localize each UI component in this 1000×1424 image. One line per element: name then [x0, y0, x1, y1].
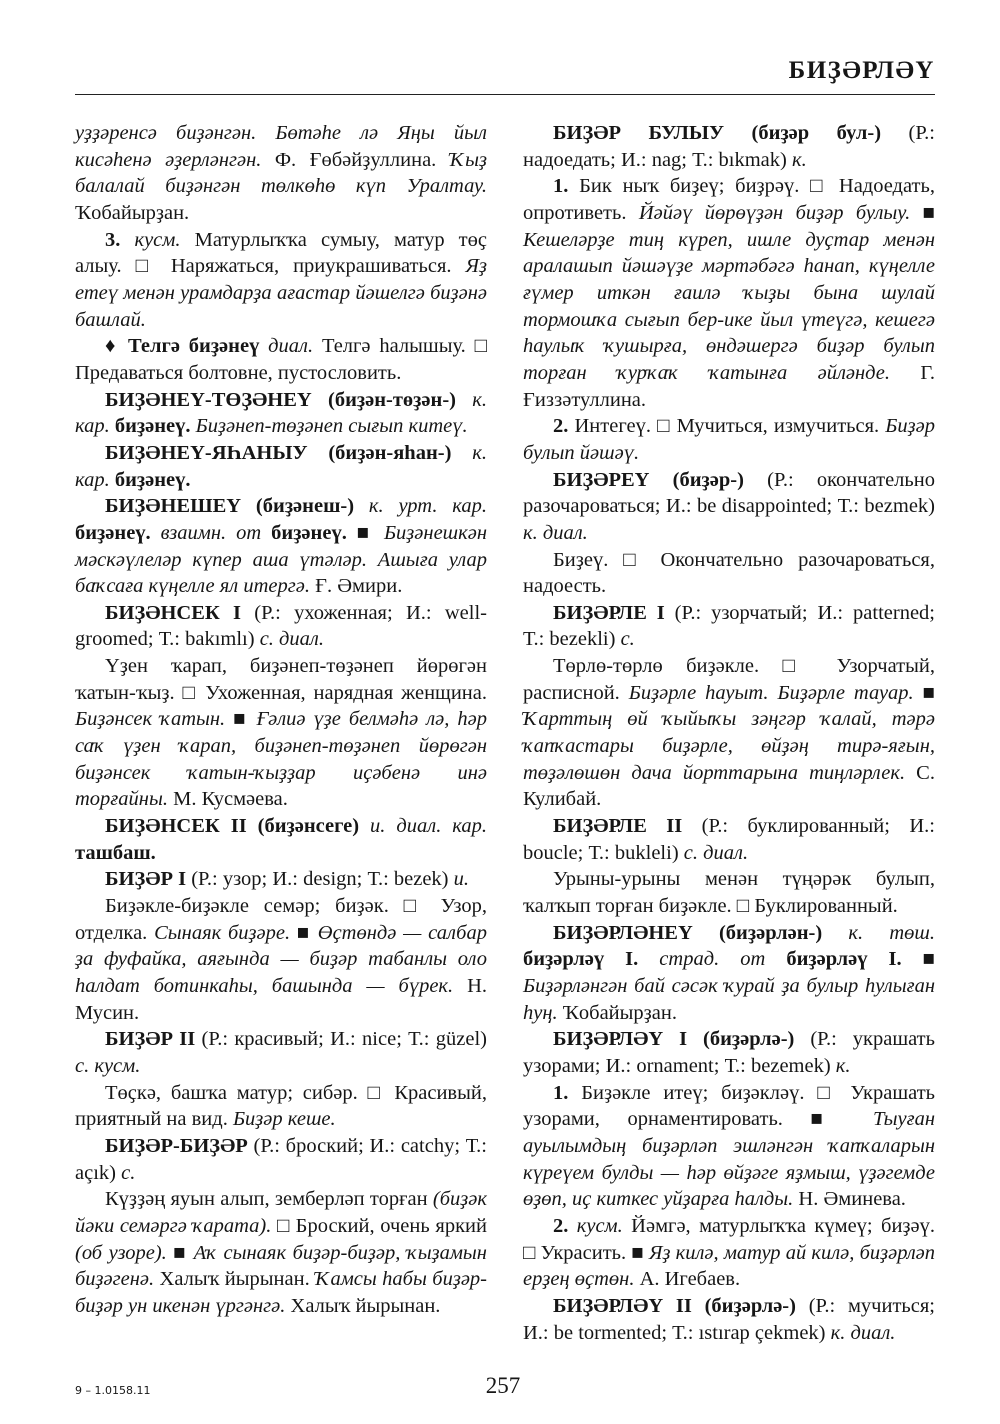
italic-text: с. диал. — [683, 841, 749, 864]
plain-text: Төрлө-төрлө биҙәкле. □ Узорчатый, расписной. — [523, 655, 935, 704]
italic-text: к. кар. — [75, 441, 487, 491]
plain-text: (Р.: броский; И.: catchy; Т.: açık) — [75, 1134, 487, 1184]
plain-text: (Р.: ухоженная; И.: well-groomed; Т.: bakımlı) — [75, 601, 487, 651]
plain-text: Үҙен ҡарап, биҙәнеп-төҙәнеп йөрөгән ҡатын-ҡыҙ. □ Ухоженная, нарядная женщина. — [75, 655, 487, 704]
plain-text: Биҙеү. □ Окончательно разочароваться, надоесть. — [523, 548, 935, 598]
italic-text: Биҙәнешкән мәскәүлеләр күпер аша үтәләр. Ашыға улар баҡсаға күңелле ял итергә. — [75, 521, 488, 598]
bold-term: 2. — [553, 415, 569, 438]
bold-term: БИҘӘРЛЕ II — [553, 815, 683, 838]
italic-text: Биҙәрләнгән бай сәсәк ҡурай ҙа булыр һулыған һуң. — [523, 975, 935, 1024]
italic-text: (биҙәк йәки семәргә ҡарата). — [75, 1188, 487, 1237]
plain-text: ■ — [901, 948, 936, 971]
bold-term: БИҘӘНЕҮ-ЯҺАНЫУ (биҙән-яһан-) — [105, 441, 452, 464]
bold-term: ташбаш. — [75, 841, 156, 864]
dictionary-entry — [75, 893, 487, 1026]
dictionary-entry — [75, 227, 487, 334]
italic-text: Кешеләрҙе тиң күреп, ишле дуҫтар менән аралашып йәшәүҙе мәртәбәгә һанап, күңелле ғүмер иткән ғаилә ҡыҙы бына шулай тормошҡа сығып бер-ике йыл үтеүгә, кешегә һаулыҡ ҡушырға, өндәшергә биҙәр булып торған ҡурҡаҡ ҡатынға әйләнде. — [523, 228, 935, 384]
italic-text: с. диал. — [259, 628, 324, 651]
dictionary-entry — [523, 467, 935, 547]
bold-term: биҙәнеү. — [109, 468, 191, 491]
bold-term: 1. — [553, 175, 569, 198]
plain-text: (Р.: узор; И.: design; Т.: bezek) — [186, 868, 454, 891]
italic-text: Яҙ етеү менән урамдарҙа ағастар йәшелгә биҙәнә башлай. — [75, 255, 487, 331]
plain-text: □ Броский, очень яркий — [271, 1214, 487, 1237]
bold-term: БИҘӘНЕҮ-ТӨҘӘНЕҮ (биҙән-төҙән-) — [105, 388, 456, 411]
bold-term: БИҘӘНЕШЕҮ (биҙәнеш-) — [105, 495, 355, 518]
dictionary-entry — [523, 1080, 935, 1213]
bold-term: биҙәрләү I. — [523, 948, 639, 971]
dictionary-entry — [523, 600, 935, 653]
italic-text: Яҙ килә, матур ай килә, биҙәрләп ерҙең өҫтөн. — [523, 1241, 935, 1291]
italic-text: к. — [835, 1054, 851, 1077]
plain-text: ■ — [913, 681, 936, 704]
plain-text: Ғ. Әмири. — [310, 575, 403, 598]
dictionary-entry — [523, 1293, 935, 1346]
page-number: 257 — [485, 1373, 521, 1398]
plain-text: Матурлыҡҡа сумыу, матур төҫ алыу. □ Наряжаться, приукрашиваться. — [75, 228, 487, 278]
dictionary-entry — [75, 440, 487, 493]
bold-term: БИҘӘРЕҮ (биҙәр-) — [553, 468, 744, 491]
dictionary-entry — [75, 387, 487, 440]
bold-term: биҙәнеү. — [261, 521, 347, 544]
dictionary-entry — [523, 173, 935, 413]
italic-text: с. кусм. — [75, 1054, 141, 1077]
dictionary-entry — [75, 653, 487, 813]
dictionary-entry — [523, 1026, 935, 1079]
plain-text: ■ — [346, 521, 384, 544]
dictionary-entry — [523, 653, 935, 813]
plain-text: (Р.: буклированный; И.: boucle; Т.: bukleli) — [523, 815, 936, 864]
plain-text: Биҙәкле итеү; биҙәкләү. □ Украшать узорами, орнаментировать. ■ — [523, 1081, 935, 1131]
italic-text: Биҙәнеп-төҙәнеп сығып китеү. — [190, 415, 468, 438]
plain-text: Телгә һалышыу. □ Предаваться болтовне, пустословить. — [75, 335, 488, 384]
plain-text: Урыны-урыны менән түңәрәк булып, ҡалҡып торған биҙәкле. □ Буклированный. — [523, 868, 935, 918]
bold-term: 3. — [105, 228, 121, 251]
dictionary-entry — [523, 866, 935, 919]
dictionary-entry — [75, 813, 487, 866]
bold-term: БИҘӘР-БИҘӘР — [105, 1134, 248, 1157]
bold-term: 1. — [553, 1081, 569, 1104]
bold-term: БИҘӘР II — [105, 1028, 196, 1051]
italic-text: Ҡамсы һабы биҙәр-биҙәр ун икенән үргәнгә. — [75, 1268, 487, 1317]
bold-term: биҙәрләү I. — [765, 948, 902, 971]
printer-signature: 9 – 1.0158.11 — [75, 1384, 151, 1397]
plain-text: Н. Мусин. — [75, 975, 487, 1024]
right-column — [523, 120, 935, 1358]
plain-text: Г. Ғиззәтуллина. — [523, 361, 935, 411]
italic-text: Өҫтөндә — салбар ҙа фуфайка, аяғында — биҙәр табанлы оло һалдат ботинкаһы, башында — бүрек. — [75, 921, 487, 997]
plain-text: (Р.: мучиться; И.: be tormented; Т.: ıstırap çekmek) — [523, 1294, 935, 1344]
plain-text: (Р.: украшать узорами; И.: ornament; Т.: bezemek) — [523, 1028, 935, 1077]
dictionary-entry — [523, 920, 935, 1027]
plain-text: ■ — [166, 1241, 194, 1264]
plain-text: ■ — [225, 708, 257, 731]
italic-text: к. кар. — [75, 388, 487, 438]
plain-text: Йәмгә, матурлыҡҡа күмеү; биҙәү. □ Украсить. ■ — [523, 1214, 936, 1264]
bold-term: биҙәнеү. — [109, 415, 191, 438]
dictionary-entry — [523, 813, 935, 866]
plain-text: Интегеү. □ Мучиться, измучиться. — [568, 415, 886, 438]
plain-text: С. Кулибай. — [523, 761, 935, 811]
plain-text: М. Кусмәева. — [167, 788, 288, 811]
italic-text: Йәйәү йөрөүҙән биҙәр булыу. — [638, 201, 911, 224]
bold-term: БИҘӘР БУЛЫУ (биҙәр бул-) — [553, 122, 882, 144]
plain-text: (Р.: окончательно разочароваться; И.: be disappointed; Т.: bezmek) — [523, 468, 935, 518]
italic-text: и. диал. кар. — [359, 815, 487, 838]
bold-term: 2. — [553, 1214, 569, 1237]
plain-text: Ҡобайырҙан. — [75, 201, 190, 224]
dictionary-entry — [75, 1080, 487, 1133]
plain-text: Бик ныҡ биҙеү; биҙрәү. □ Надоедать, опротиветь. — [523, 175, 935, 224]
plain-text: ■ — [910, 201, 935, 224]
running-head: БИҘӘРЛӘҮ — [788, 57, 935, 84]
entry-continuation — [75, 120, 487, 227]
left-column — [75, 120, 487, 1358]
italic-text: Ҡарттың өй ҡыйыҡы зәңгәр ҡалай, тәрә ҡапҡастары биҙәрле, өйҙәң тирә-яғын, төҙәлөшөн дача йорттарына тиңләрлек. — [523, 708, 935, 784]
dictionary-entry — [75, 600, 487, 653]
italic-text: Аҡ сынаяк биҙәр-биҙәр, ҡыҙамын биҙәгенә. — [75, 1241, 487, 1291]
italic-text: взаимн. от — [150, 521, 262, 544]
dictionary-entry — [75, 493, 487, 600]
dictionary-entry — [523, 547, 935, 600]
italic-text: к. төш. — [822, 921, 935, 944]
plain-text: Халыҡ йырынан. — [154, 1268, 316, 1291]
plain-text: ■ — [290, 921, 318, 944]
italic-text: Сынаяк биҙәре. — [154, 921, 291, 944]
dictionary-entry — [75, 1133, 487, 1186]
italic-text: уҙҙәренсә биҙәнгән. Бөтәһе лә Яңы йыл кисәһенә әҙерләнгән. — [75, 122, 487, 171]
bold-term: БИҘӘРЛЕ I — [553, 601, 665, 624]
plain-text: Халыҡ йырынан. — [285, 1294, 441, 1317]
dictionary-entry — [75, 866, 487, 893]
italic-text: Ғәлиә үҙе белмәһә лә, һәр саҡ үҙен ҡарап, биҙәнеп-төҙәнеп йөрөгән биҙәнсек ҡатын-ҡыҙҙар иҫәбенә инә торғайны. — [75, 708, 488, 811]
bold-term: БИҘӘРЛӘҮ I (биҙәрлә-) — [553, 1028, 795, 1051]
plain-text: Күҙҙәң яуын алып, земберләп торған — [105, 1188, 433, 1211]
dictionary-entry — [523, 1213, 935, 1293]
dictionary-entry — [75, 1026, 487, 1079]
bold-term: БИҘӘНСЕК II (биҙәнсеге) — [105, 815, 360, 838]
bold-term: биҙәнеү. — [75, 521, 151, 544]
bold-term: ♦ Телгә биҙәнеү — [105, 335, 260, 358]
italic-text: к. урт. кар. — [354, 495, 488, 518]
plain-text: (Р.: красивый; И.: nice; Т.: güzel) — [195, 1028, 487, 1051]
bold-term: БИҘӘР I — [105, 868, 187, 891]
dictionary-entry — [523, 120, 935, 173]
italic-text: (об узоре). — [75, 1241, 167, 1264]
plain-text: Биҙәкле-биҙәкле семәр; биҙәк. □ Узор, отделка. — [75, 895, 487, 944]
italic-text: Тыуған ауылымдың биҙәрләп эшләнгән ҡапҡаларын күреүем булды — һәр өйҙәге яҙмыш, үҙәгемде өҙөп, иҫ киткес уйҙарға һалды. — [523, 1108, 935, 1211]
italic-text: с. — [121, 1161, 136, 1184]
plain-text: Ф. Ғөбәйҙуллина. — [261, 148, 450, 171]
plain-text: А. Игебаев. — [634, 1268, 741, 1291]
italic-text: диал. — [259, 335, 314, 358]
italic-text: страд. от — [638, 948, 766, 971]
italic-text: Биҙәнсек ҡатын. — [75, 708, 226, 731]
plain-text: Төҫкә, башҡа матур; сибәр. □ Красивый, приятный на вид. — [75, 1081, 487, 1131]
plain-text: Н. Әминева. — [793, 1188, 906, 1211]
italic-text: кусм. — [568, 1214, 623, 1237]
italic-text: кусм. — [120, 228, 181, 251]
italic-text: Ҡыҙ балалай биҙәнгән төлкөһө күп Уралтау. — [75, 148, 488, 198]
italic-text: к. — [791, 148, 807, 171]
dictionary-entry — [75, 333, 487, 386]
dictionary-entry — [75, 1186, 487, 1319]
plain-text: (Р.: узорчатый; И.: patterned; Т.: bezekli) — [523, 601, 935, 651]
italic-text: к. диал. — [523, 521, 588, 544]
dictionary-entry — [523, 413, 935, 466]
italic-text: к. диал. — [830, 1321, 896, 1344]
plain-text: (Р.: надоедать; И.: nag; Т.: bıkmak) — [523, 122, 935, 171]
italic-text: Биҙәрле һауыт. Биҙәрле тауар. — [628, 681, 914, 704]
italic-text: и. — [453, 868, 470, 891]
italic-text: с. — [620, 628, 635, 651]
plain-text: Ҡобайырҙан. — [557, 1001, 677, 1024]
bold-term: БИҘӘРЛӘНЕҮ (биҙәрлән-) — [553, 921, 823, 944]
bold-term: БИҘӘРЛӘҮ II (биҙәрлә-) — [553, 1294, 796, 1317]
bold-term: БИҘӘНСЕК I — [105, 601, 242, 624]
header-rule — [75, 94, 935, 95]
italic-text: Биҙәр булып йәшәү. — [523, 415, 935, 464]
italic-text: Биҙәр кеше. — [232, 1108, 336, 1131]
